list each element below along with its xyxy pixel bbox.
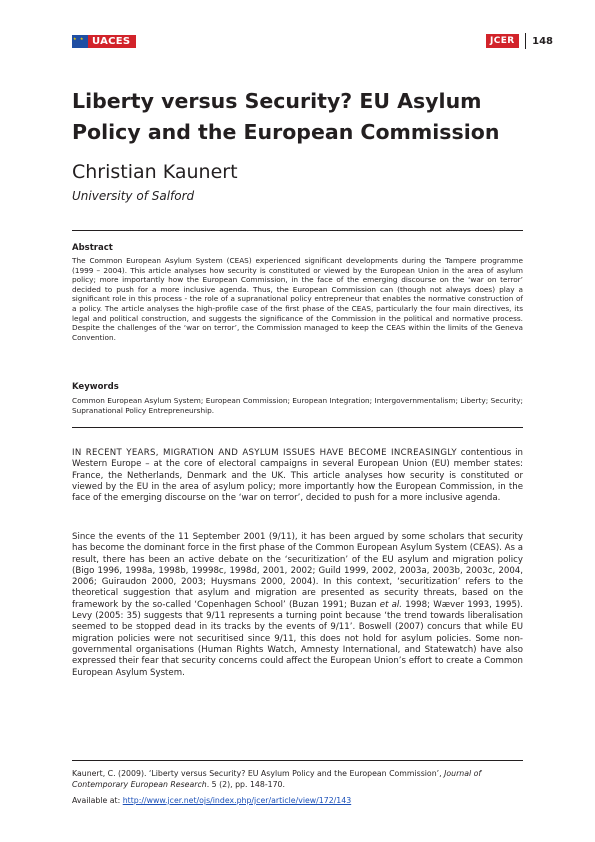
abstract-heading: Abstract — [72, 243, 113, 253]
keywords-heading: Keywords — [72, 382, 119, 392]
divider-bottom — [72, 427, 523, 428]
author-name: Christian Kaunert — [72, 161, 238, 183]
author-affiliation: University of Salford — [72, 189, 195, 203]
keywords-text: Common European Asylum System; European Commission; European Integration; Intergovernmentalism; Liberty; Security; Supranational Policy Entrepreneurship. — [72, 396, 523, 415]
citation-text-b: . 5 (2), pp. 148-170. — [206, 780, 285, 790]
et-al-italic: et al. — [379, 599, 403, 610]
body-paragraph-1-text: contentious in Western Europe – at the core of electoral campaigns in several European Union (EU) member states: France, the Netherlands, Denmark and the UK. This article analyses how security is constituted or viewed by the EU in the area of asylum policy; more importantly how the European Commission, in the face of the emerging discourse on the ‘war on terror’, decided to push for a more inclusive agenda. — [72, 448, 523, 504]
article-title: Liberty versus Security? EU Asylum Policy and the European Commission — [72, 89, 500, 144]
opening-smallcaps: IN RECENT YEARS, MIGRATION AND ASYLUM ISSUES HAVE BECOME INCREASINGLY — [72, 448, 457, 458]
divider-top — [72, 230, 523, 231]
uaces-logo — [72, 35, 136, 48]
availability — [72, 796, 351, 805]
body-paragraph-2-text-b: 1998; Wæver 1993, 1995). Levy (2005: 35) suggests that 9/11 represents a turning point because ‘the trend towards liberalisation seemed to be stopped dead in its tracks by the events of 9/11’. Boswell (2007) concurs that while EU migration policies were not securitised since 9/11, this does not hold for asylum policies. Some non-governmental organisations (Human Rights Watch, Amnesty International, and Statewatch) have also expressed their fear that security concerns could affect the European Union’s effort to create a Common European Asylum System. — [72, 599, 523, 678]
abstract-text: The Common European Asylum System (CEAS) experienced significant developments during the Tampere programme (1999 – 2004). This article analyses how security is constituted or viewed by the European Union in the area of asylum policy; more importantly how the European Commission, in the face of the emerging discourse on the ‘war on terror’ decided to push for a more inclusive agenda. Thus, the European Commission can (though not always does) play a significant role in this process - the role of a supranational policy entrepreneur that enables the normative construction of a policy. The article analyses the high-profile case of the first phase of the CEAS, particularly the four main directives, its legal and political construction, and suggests the significance of the Commission in the political and normative process. Despite the challenges of the ‘war on terror’, the Commission managed to keep the CEAS within the limits of the Geneva Convention. — [72, 256, 523, 342]
body-paragraph-1 — [72, 448, 523, 504]
header-divider — [525, 33, 527, 49]
body-paragraph-2 — [72, 532, 523, 679]
citation-journal: Journal of Contemporary European Research — [72, 769, 482, 790]
body-paragraph-2-text-a: Since the events of the 11 September 2001 (9/11), it has been argued by some scholars that security has become the dominant force in the first phase of the Common European Asylum System (CEAS). As a result, there has been an active debate on the ‘securitization’ of the EU asylum and migration policy (Bigo 1996, 1998a, 1998b, 19998c, 1998d, 2001, 2002; Guild 1999, 2002, 2003a, 2003b, 2003c, 2004, 2006; Guiraudon 2000, 2003; Huysmans 2000, 2004). In this context, ‘securitization’ refers to the theoretical suggestion that asylum and migration are presented as security threats, based on the framework by the so-called ‘Copenhagen School’ (Buzan 1991; Buzan — [72, 532, 523, 610]
jcer-logo: JCER — [486, 34, 519, 48]
journal-header — [486, 33, 553, 49]
available-label: Available at: — [72, 796, 123, 805]
citation-text-a: Kaunert, C. (2009). ‘Liberty versus Security? EU Asylum Policy and the European Commission’, — [72, 769, 445, 778]
footer-rule — [72, 760, 523, 761]
citation — [72, 768, 523, 790]
page-number: 148 — [532, 35, 553, 47]
eu-flag-icon — [72, 35, 88, 48]
article-url-link[interactable]: http://www.jcer.net/ojs/index.php/jcer/article/view/172/143 — [122, 796, 352, 805]
uaces-label: UACES — [88, 35, 136, 48]
